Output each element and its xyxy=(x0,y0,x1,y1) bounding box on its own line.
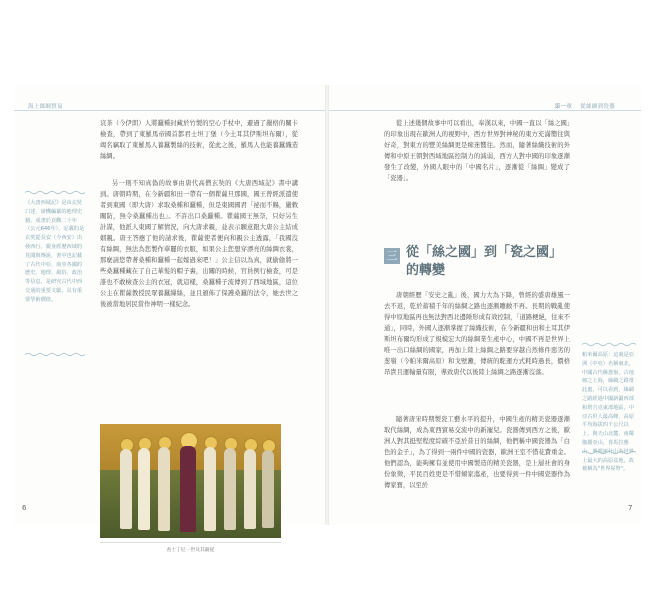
left-running-head: 海上絲綢貿易 xyxy=(28,104,63,110)
wave-divider-top-right xyxy=(582,342,636,347)
chapter-label: 第一章 xyxy=(554,104,573,110)
justinian-mosaic-image xyxy=(100,424,281,538)
figure-caption: 查士丁尼一世及其隨從 xyxy=(100,542,281,553)
wave-divider-bottom-left xyxy=(25,352,85,357)
right-page-number: 7 xyxy=(628,504,633,512)
right-intro-paragraph: 從上述幾個故事中可以看出，奉漢以來，中國一直以「絲之國」的印象出現在歐洲人的視野中，西方世界對神秘的東方充滿嚮往與好奇，對東方的豐美絲綢更是痴迷嚮往。然而，隨著絲織技術的外傳和中原王朝對西域地區控制力的減弱，西方人對中國的印象逐漸發生了改變，外國人眼中的「中國名片」，逐漸從「絲綢」變成了「瓷器」。 xyxy=(384,120,570,182)
left-header-rule xyxy=(14,110,326,111)
section-number-badge: 三 xyxy=(384,248,400,264)
left-sidebar-note: 《大唐西域記》是由玄奘口述，辯機編纂的地理史籍，成書於貞觀二十年（公元646年），記載的是玄奘從長安（今西安）出發西行，親身經歷西域的見聞與傳說，書中也記載了古代中亞、南亞各國的歷史、地理、風俗、政治等信息，是研究古代中西交通的重要文獻，具有重要學術價值。 xyxy=(25,200,85,303)
chapter-title: 從絲綢到瓷器 xyxy=(580,104,615,110)
right-sidebar-note: 帕米爾高原：這裏是亞洲（中亞）名稱東北，中國古代稱葱嶺，古地線之上海，絲綢之路當此處，可以看到，絲綢之路經過中國新疆西部和塔吉克東部地區，中亞古坦人最高峰，高原平均海拔四千公尺以上，與天山北麓，南鄰伽麗亞山，喜馬拉雅山、興都庫什山為世界上最大的高原盆地，故被稱為"世界屋脊"。 xyxy=(582,352,634,473)
section-title xyxy=(406,244,626,280)
section-title-line-1: 從「絲之國」到「瓷之國」 xyxy=(406,245,563,260)
left-page-number: 6 xyxy=(22,504,27,512)
right-body-paragraph-2: 隨著唐宋時期製瓷工藝水平的提升，中國生產的精美瓷器逐漸取代絲綢，成為東西貿易交流中的新寵兒。瓷器傳到西方之後，歐洲人對其挺堅程度綜確不亞於昔日的絲綢，他們稱中國瓷器為「白色的金子」，為了得到一兩件中國的瓷器，歐洲王室不惜花費重金。他們認為，能夠擁有並使用中國製造的精美瓷器，是上層社會的身份象徵，平民百姓更是不惜傾家蕩產，也要得到一件中國瓷器作為傳家寶，以至於 xyxy=(384,416,570,489)
left-paragraph-2: 另一則不知真偽的故事由唐代高僧玄奘的《大唐西域記》書中講到。唐朝時期，在今新疆和田一帶有一個瞿薩旦那國，國王曾經派遣使者到東國（即大唐）求取桑種和蠶種，但是東國國君「祕而不賜，嚴敕關防，無令桑蠶種出也」。不許出口桑蠶種。瞿薩國王無奈，只好另生計謀，他派人東國了解情況，向大唐求親，並表示願意跟大唐公主結成姻親。唐王答應了他的請求後，瞿薩使者便向和親公主透露，「我國沒有絲綢，無法為您製作華麗的衣服，如果公主您想穿漂亮的絲綢衣裳，那麼請您帶著桑種和蠶種一起嫁過來吧！」公主信以為真，就偷偷將一些桑蠶種藏在了自己華髮的帽子裏，出關的時候，官員例行檢查，可是誰也不敢檢查公主的衣冠，就這樣，桑蠶種子流傳到了西域地區，這位公主在瞿薩教授民眾養蠶繅絲，並且頒佈了保護桑蠶的法令，她去世之後被當地居民當作神明一樣紀念。 xyxy=(100,180,298,308)
wave-divider-bottom-right xyxy=(582,450,636,455)
right-header-rule xyxy=(329,110,641,111)
right-body-paragraph-1: 唐朝經歷「安史之亂」後，國力大為下降，曾經的盛唐雄風一去不返，乾於蓄積千年的絲綢之路也逐漸雕敝不再。長期的戰亂使得中原地區再也無法對西北邊陲形成有效控制，「道路梗絕，往來不通」，同時，外國人逐漸掌握了絲織技術，在今新疆和田和土耳其伊斯坦布爾均形成了規模宏大的絲綢業生產中心，中國不再是世界上唯一出口絲綢的國家，再加上陸上絲綢之路要穿越自然條件惡劣的葱嶺（今帕米爾高原）和戈壁灘，傳統的駝運方式耗時過長，價格昂貴且運輸量有限，導致唐代以後陸上絲綢之路逐漸沒落。 xyxy=(384,292,570,376)
section-title-line-2: 的轉變 xyxy=(406,263,446,278)
wave-divider-top-left xyxy=(25,190,85,195)
right-running-head xyxy=(555,102,615,110)
left-paragraph-1: 哀茶（今伊朗）人將蠶種封藏於竹製的空心手杖中，避過了嚴格的關卡檢查，帶到了東羅馬帝國首都君士坦丁堡（今土耳其伊斯坦布爾），從竭名竊取了東羅馬人養蠶製絲的技術，從此之後，羅馬人也能養蠶織造絲綢。 xyxy=(100,120,298,160)
